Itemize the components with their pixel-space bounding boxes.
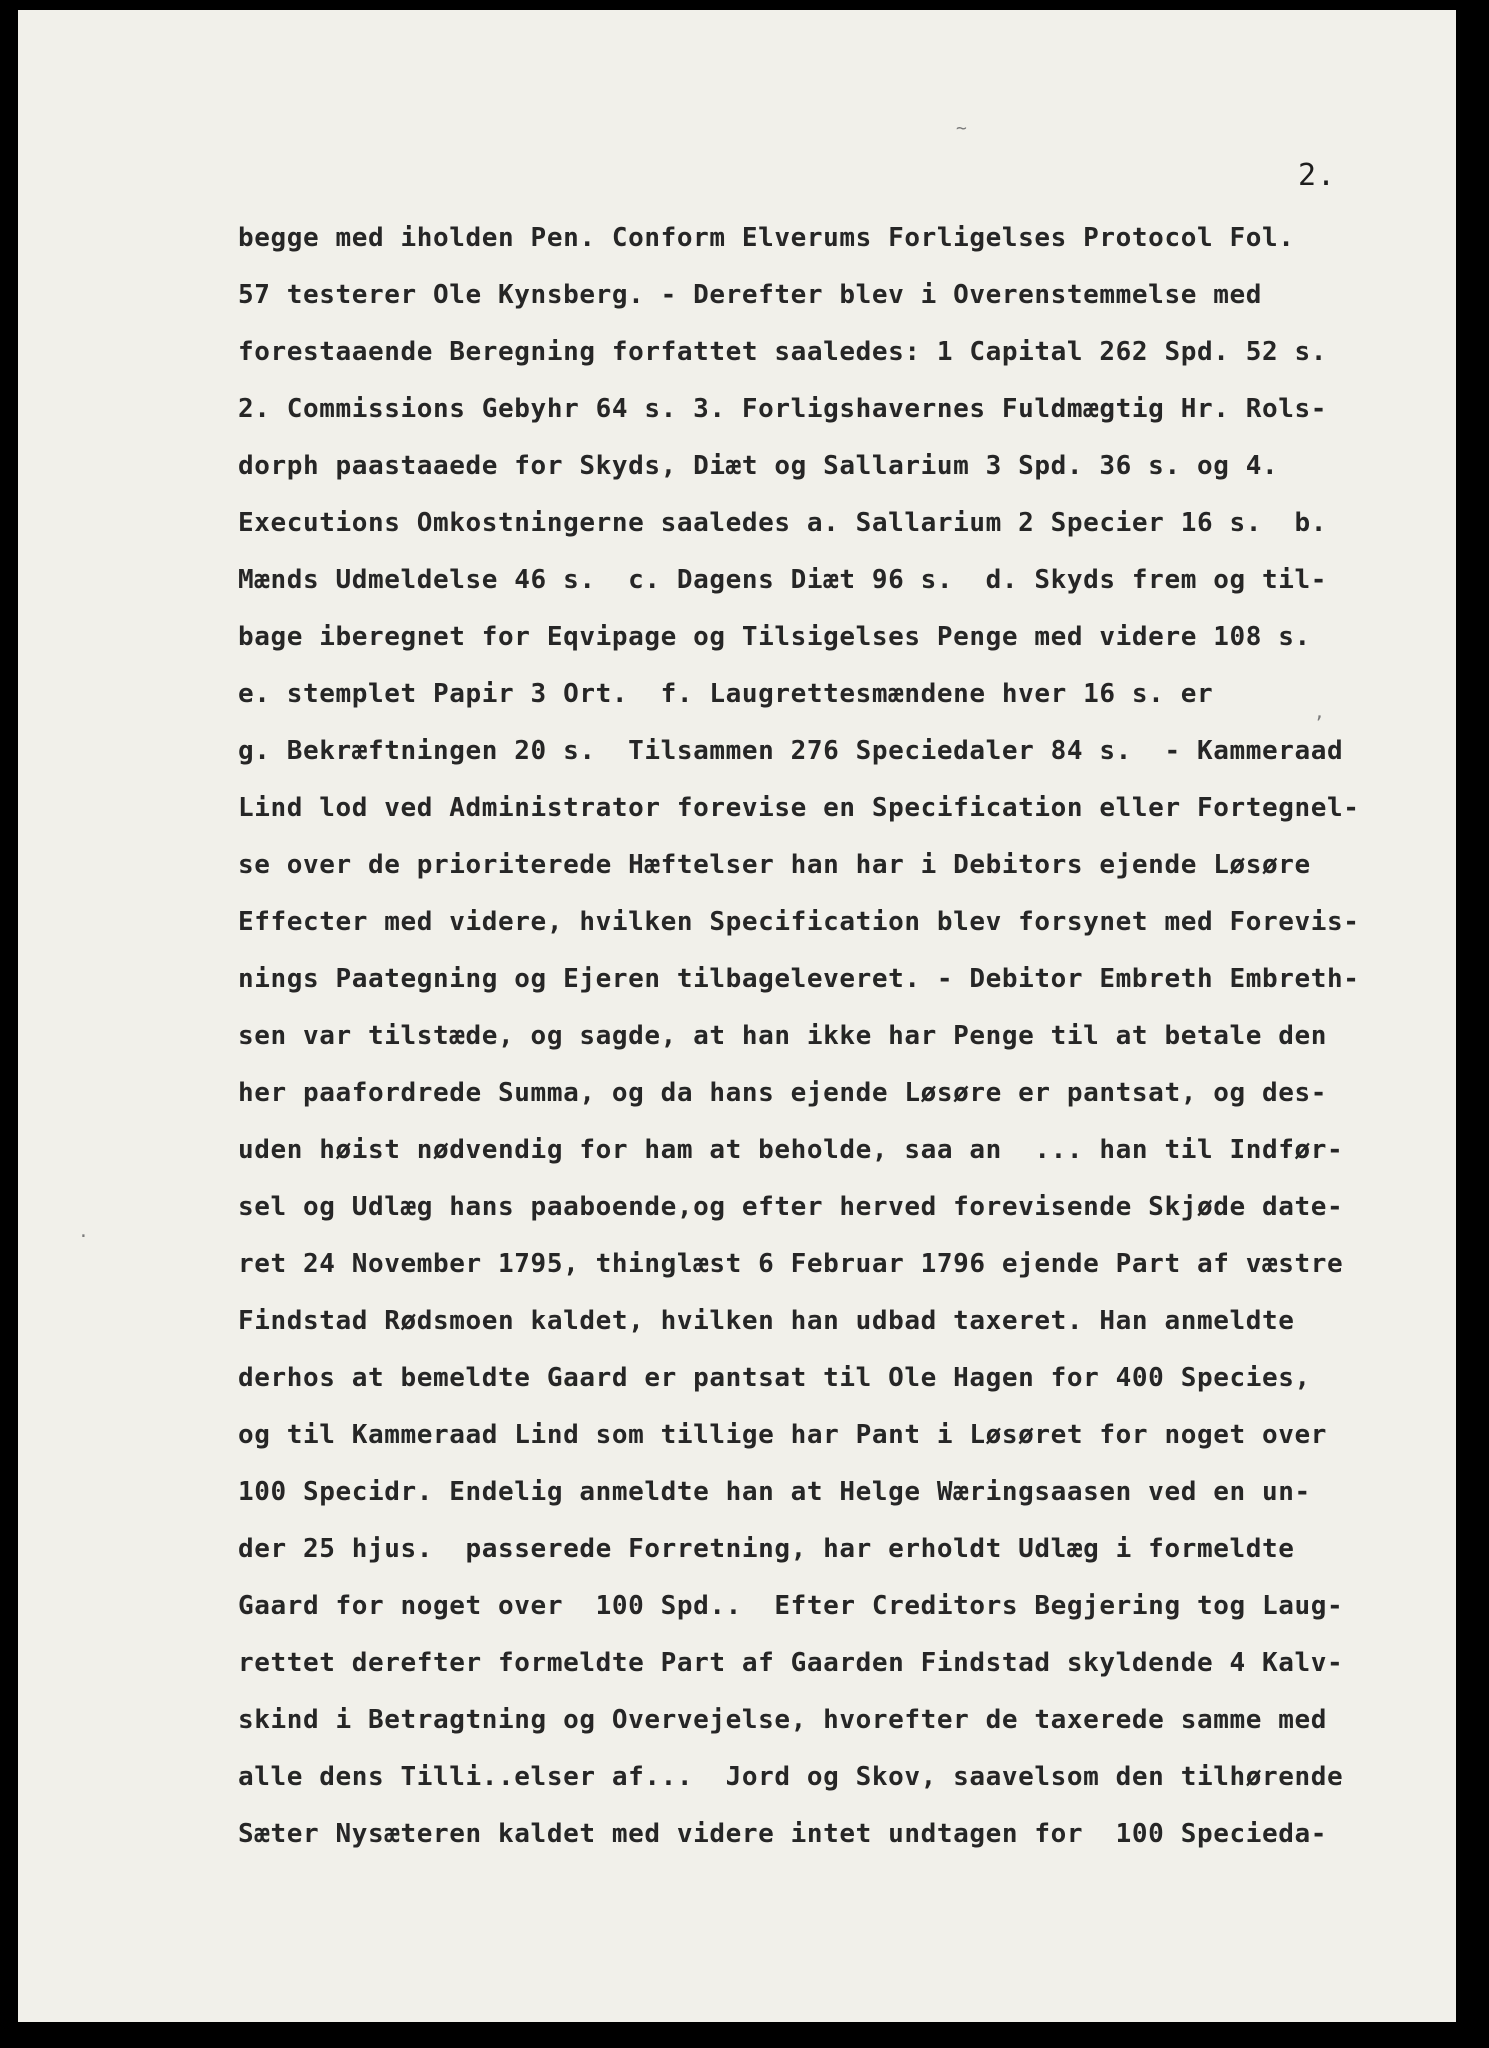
text-line: 2. Commissions Gebyhr 64 s. 3. Forligshavernes Fuldmægtig Hr. Rols-: [238, 394, 1327, 424]
text-line: Lind lod ved Administrator forevise en Specification eller Fortegnel-: [238, 793, 1360, 823]
text-line: 57 testerer Ole Kynsberg. - Derefter blev i Overenstemmelse med: [238, 280, 1262, 310]
text-line: e. stemplet Papir 3 Ort. f. Laugrettesmændene hver 16 s. er: [238, 679, 1214, 709]
text-line: og til Kammeraad Lind som tillige har Pant i Løsøret for noget over: [238, 1420, 1327, 1450]
text-line: alle dens Tilli..elser af... Jord og Skov, saavelsom den tilhørende: [238, 1762, 1344, 1792]
text-line: g. Bekræftningen 20 s. Tilsammen 276 Speciedaler 84 s. - Kammeraad: [238, 736, 1344, 766]
text-line: uden høist nødvendig for ham at beholde, saa an ... han til Indfør-: [238, 1135, 1344, 1165]
text-line: se over de prioriterede Hæftelser han har i Debitors ejende Løsøre: [238, 850, 1311, 880]
text-line: Gaard for noget over 100 Spd.. Efter Creditors Begjering tog Laug-: [238, 1591, 1344, 1621]
text-line: dorph paastaaede for Skyds, Diæt og Sallarium 3 Spd. 36 s. og 4.: [238, 451, 1279, 481]
text-line: derhos at bemeldte Gaard er pantsat til Ole Hagen for 400 Species,: [238, 1363, 1311, 1393]
text-line: rettet derefter formeldte Part af Gaarden Findstad skyldende 4 Kalv-: [238, 1648, 1344, 1678]
text-line: her paafordrede Summa, og da hans ejende Løsøre er pantsat, og des-: [238, 1078, 1327, 1108]
text-line: begge med iholden Pen. Conform Elverums Forligelses Protocol Fol.: [238, 223, 1295, 253]
typed-text-block: [238, 210, 1448, 1863]
text-line: bage iberegnet for Eqvipage og Tilsigelses Penge med videre 108 s.: [238, 622, 1311, 652]
paper-dot: ·: [78, 1226, 89, 1247]
text-line: Sæter Nysæteren kaldet med videre intet undtagen for 100 Specieda-: [238, 1819, 1327, 1849]
text-line: 100 Specidr. Endelig anmeldte han at Helge Wæringsaasen ved en un-: [238, 1477, 1311, 1507]
text-line: Findstad Rødsmoen kaldet, hvilken han udbad taxeret. Han anmeldte: [238, 1306, 1295, 1336]
text-line: skind i Betragtning og Overvejelse, hvorefter de taxerede samme med: [238, 1705, 1327, 1735]
text-line: ret 24 November 1795, thinglæst 6 Februar 1796 ejende Part af væstre: [238, 1249, 1344, 1279]
text-line: Effecter med videre, hvilken Specification blev forsynet med Forevis-: [238, 907, 1360, 937]
page-number: 2.: [1298, 158, 1337, 193]
text-line: sen var tilstæde, og sagde, at han ikke har Penge til at betale den: [238, 1021, 1327, 1051]
text-line: Mænds Udmeldelse 46 s. c. Dagens Diæt 96 s. d. Skyds frem og til-: [238, 565, 1327, 595]
text-line: nings Paategning og Ejeren tilbageleveret. - Debitor Embreth Embreth-: [238, 964, 1360, 994]
text-line: der 25 hjus. passerede Forretning, har erholdt Udlæg i formeldte: [238, 1534, 1295, 1564]
text-line: sel og Udlæg hans paaboende,og efter herved forevisende Skjøde date-: [238, 1192, 1344, 1222]
text-line: Executions Omkostningerne saaledes a. Sallarium 2 Specier 16 s. b.: [238, 508, 1327, 538]
document-page: [18, 10, 1456, 2022]
paper-smudge: ~: [956, 118, 967, 139]
paper-mark: ,: [1314, 702, 1325, 723]
text-line: forestaaende Beregning forfattet saaledes: 1 Capital 262 Spd. 52 s.: [238, 337, 1327, 367]
